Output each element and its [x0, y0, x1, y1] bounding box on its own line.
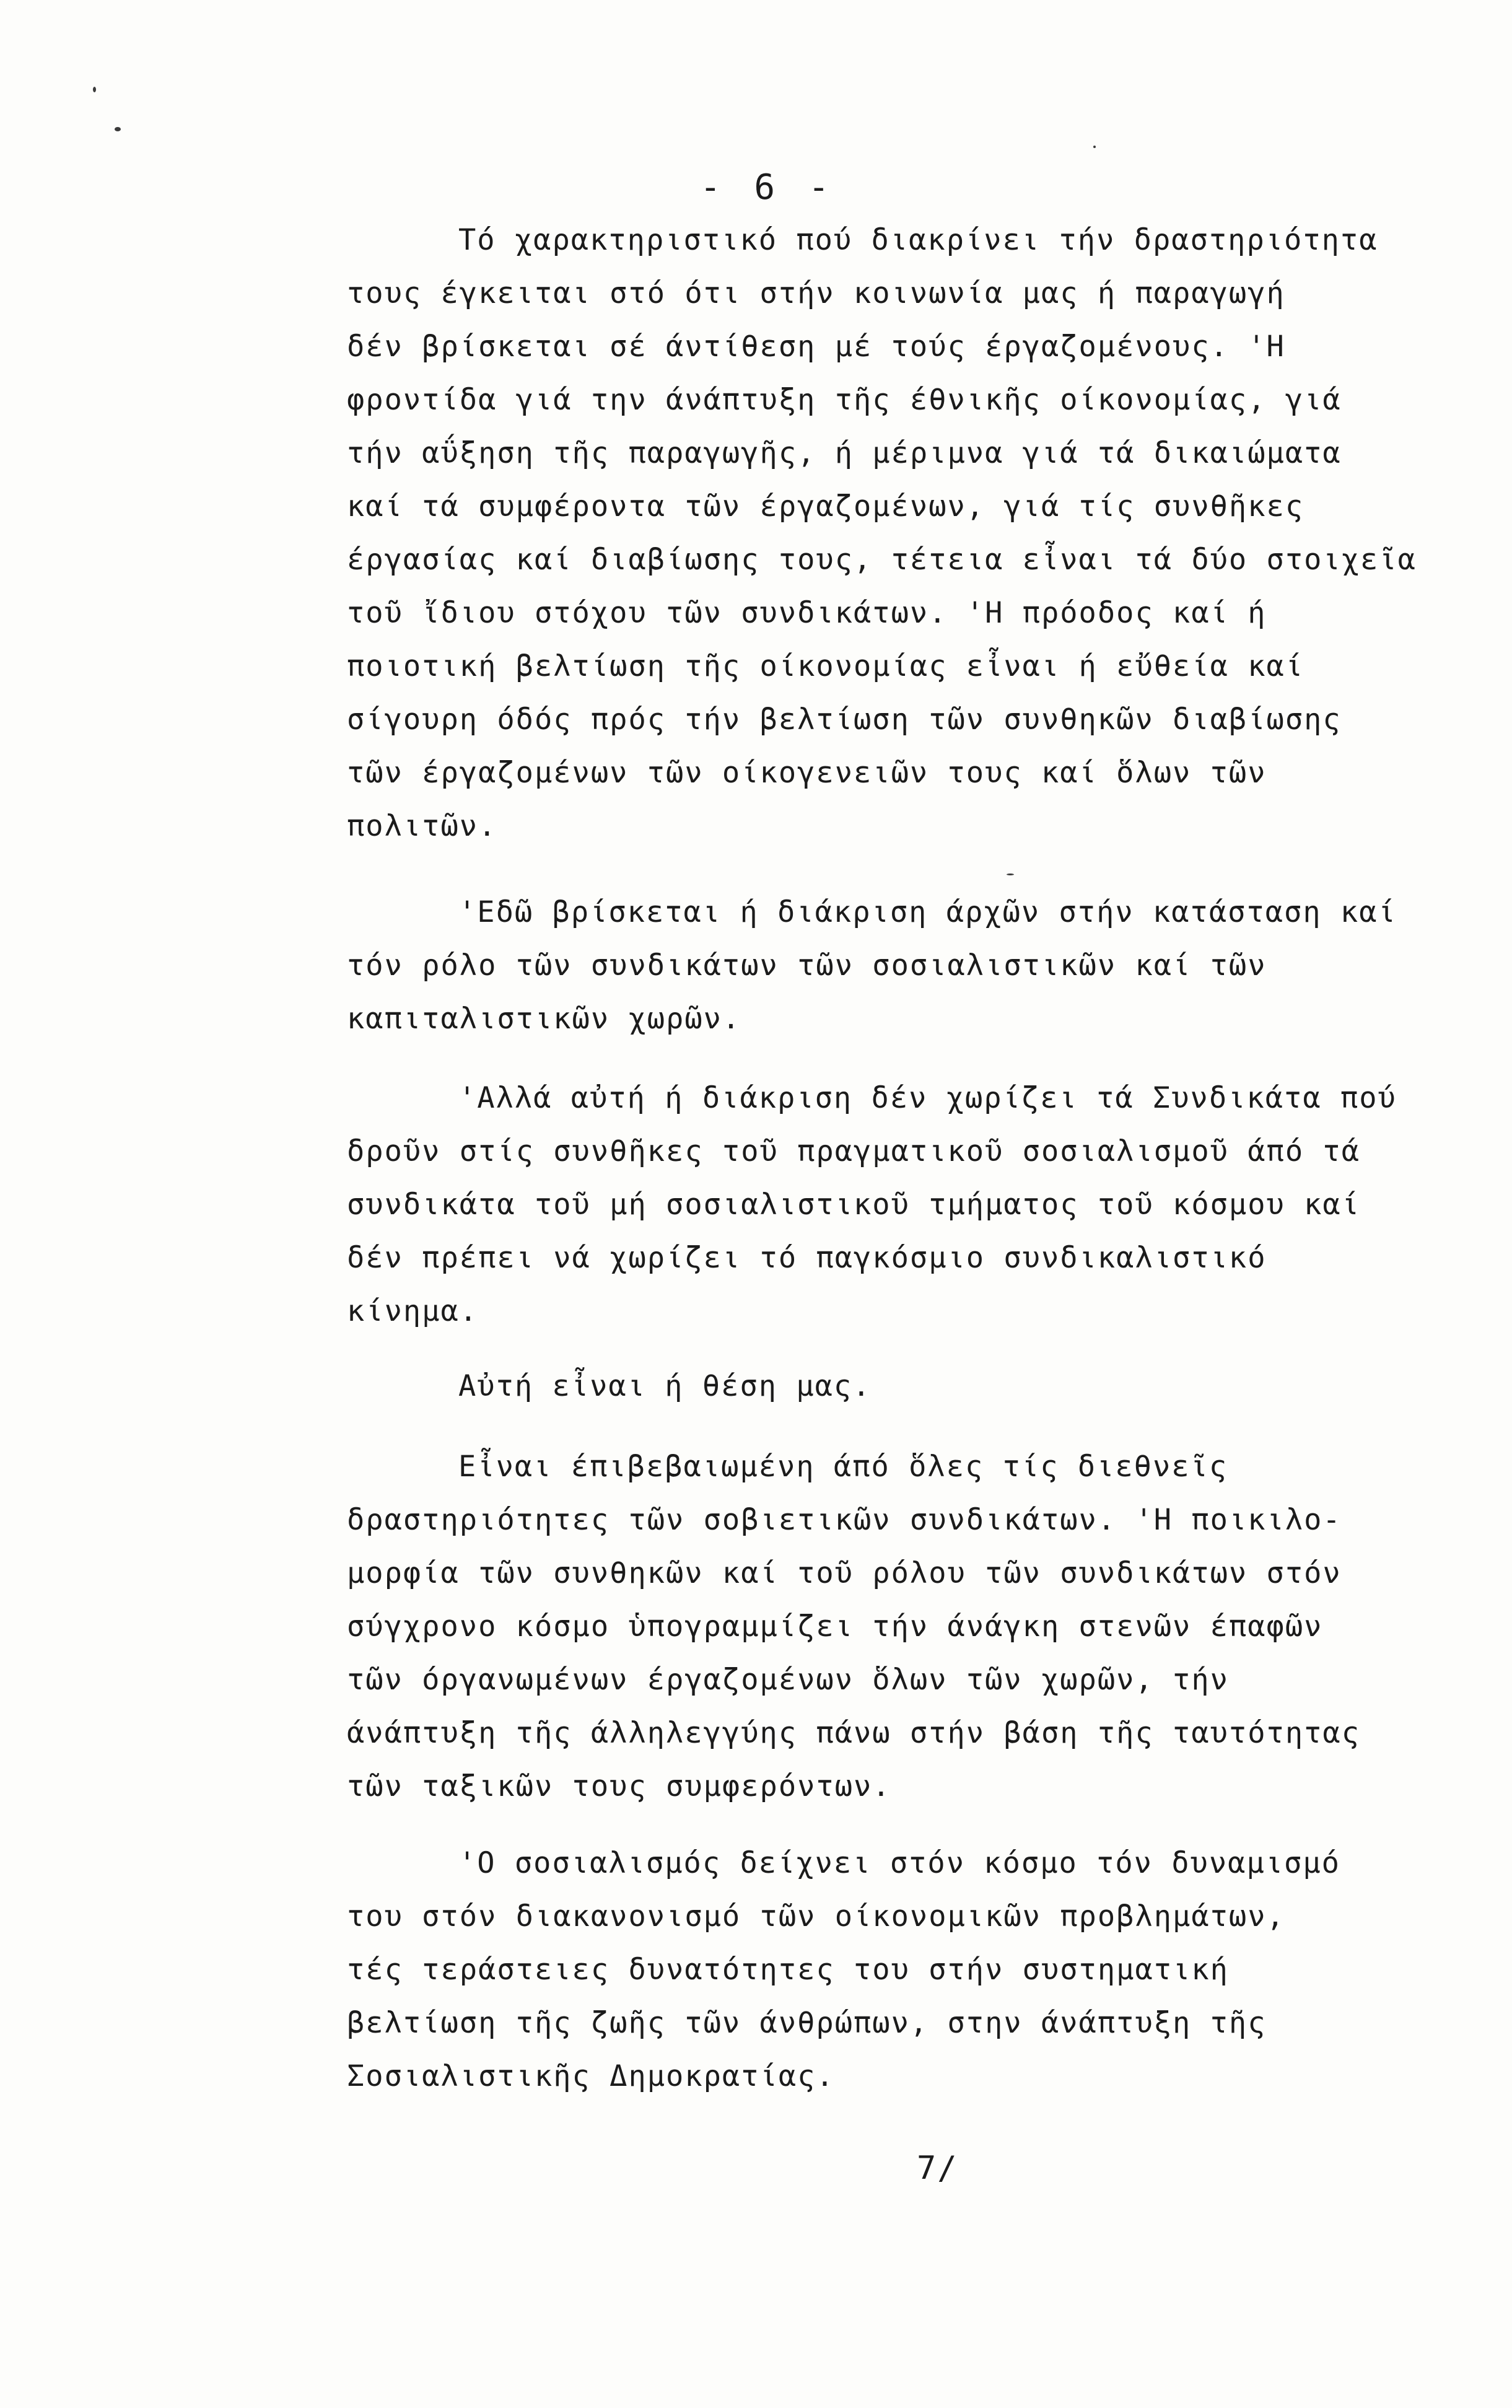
text-line: πολιτῶν.: [347, 809, 497, 843]
text-line: του στόν διακανονισμό τῶν οίκονομικῶν προβλημάτων,: [347, 1899, 1285, 1933]
text-line: τόν ρόλο τῶν συνδικάτων τῶν σοσιαλιστικῶν καί τῶν: [347, 948, 1267, 983]
paragraph-6: [347, 1837, 1431, 2103]
paragraph-4: [347, 1360, 1431, 1413]
text-line: δέν πρέπει νά χωρίζει τό παγκόσμιο συνδικαλιστικό: [347, 1241, 1267, 1275]
paragraph-1: [347, 214, 1431, 853]
text-line: κίνημα.: [347, 1294, 479, 1328]
page-number: - 6 -: [700, 167, 836, 208]
text-line: φροντίδα γιά την άνάπτυξη τῆς έθνικῆς οίκονομίας, γιά: [347, 383, 1342, 417]
text-line: τῶν ταξικῶν τους συμφερόντων.: [347, 1769, 891, 1803]
text-line: καπιταλιστικῶν χωρῶν.: [347, 1002, 741, 1036]
scan-speck: [1093, 146, 1096, 148]
text-line: δραστηριότητες τῶν σοβιετικῶν συνδικάτων. 'Η ποικιλο-: [347, 1503, 1342, 1537]
text-line: σύγχρονο κόσμο ὑπογραμμίζει τήν άνάγκη στενῶν έπαφῶν: [347, 1609, 1323, 1644]
paragraph-5: [347, 1440, 1431, 1813]
text-line: Τό χαρακτηριστικό πού διακρίνει τήν δραστηριότητα: [458, 223, 1378, 257]
paragraph-2: [347, 886, 1431, 1046]
scan-speck: [115, 127, 121, 131]
scan-speck: [93, 87, 96, 92]
continuation-marker: 7/: [917, 2150, 958, 2187]
text-line: τους έγκειται στό ότι στήν κοινωνία μας ή παραγωγή: [347, 276, 1285, 310]
text-line: μορφία τῶν συνθηκῶν καί τοῦ ρόλου τῶν συνδικάτων στόν: [347, 1556, 1342, 1590]
text-line: Σοσιαλιστικῆς Δημοκρατίας.: [347, 2059, 835, 2093]
text-line: Εἶναι έπιβεβαιωμένη άπό ὅλες τίς διεθνεῖς: [458, 1450, 1228, 1484]
text-line: δέν βρίσκεται σέ άντίθεση μέ τούς έργαζομένους. 'Η: [347, 330, 1285, 364]
paragraph-3: [347, 1072, 1431, 1338]
text-line: καί τά συμφέροντα τῶν έργαζομένων, γιά τίς συνθῆκες: [347, 489, 1304, 523]
text-line: άνάπτυξη τῆς άλληλεγγύης πάνω στήν βάση τῆς ταυτότητας: [347, 1716, 1361, 1750]
text-line: 'Ο σοσιαλισμός δείχνει στόν κόσμο τόν δυναμισμό: [458, 1846, 1340, 1880]
text-line: σίγουρη όδός πρός τήν βελτίωση τῶν συνθηκῶν διαβίωσης: [347, 703, 1342, 737]
text-line: ποιοτική βελτίωση τῆς οίκονομίας εἶναι ή εὔθεία καί: [347, 649, 1304, 683]
text-line: συνδικάτα τοῦ μή σοσιαλιστικοῦ τμήματος τοῦ κόσμου καί: [347, 1188, 1361, 1222]
text-line: έργασίας καί διαβίωσης τους, τέτεια εἶναι τά δύο στοιχεῖα: [347, 543, 1417, 577]
text-line: τῶν όργανωμένων έργαζομένων ὅλων τῶν χωρῶν, τήν: [347, 1663, 1229, 1697]
text-line: τοῦ ἴδιου στόχου τῶν συνδικάτων. 'Η πρόοδος καί ή: [347, 596, 1267, 630]
text-line: δροῦν στίς συνθῆκες τοῦ πραγματικοῦ σοσιαλισμοῦ άπό τά: [347, 1134, 1361, 1168]
text-line: 'Εδῶ βρίσκεται ή διάκριση άρχῶν στήν κατάσταση καί: [458, 895, 1397, 929]
text-line: Αὐτή εἶναι ή θέση μας.: [458, 1369, 872, 1403]
text-line: τῶν έργαζομένων τῶν οίκογενειῶν τους καί ὅλων τῶν: [347, 756, 1267, 790]
scan-speck: [1007, 873, 1014, 875]
text-line: βελτίωση τῆς ζωῆς τῶν άνθρώπων, στην άνάπτυξη τῆς: [347, 2006, 1267, 2040]
text-line: 'Αλλά αὐτή ή διάκριση δέν χωρίζει τά Συνδικάτα πού: [458, 1081, 1397, 1115]
text-line: τές τεράστειες δυνατότητες του στήν συστηματική: [347, 1953, 1229, 1987]
text-line: τήν αΰξηση τῆς παραγωγῆς, ή μέριμνα γιά τά δικαιώματα: [347, 436, 1342, 470]
